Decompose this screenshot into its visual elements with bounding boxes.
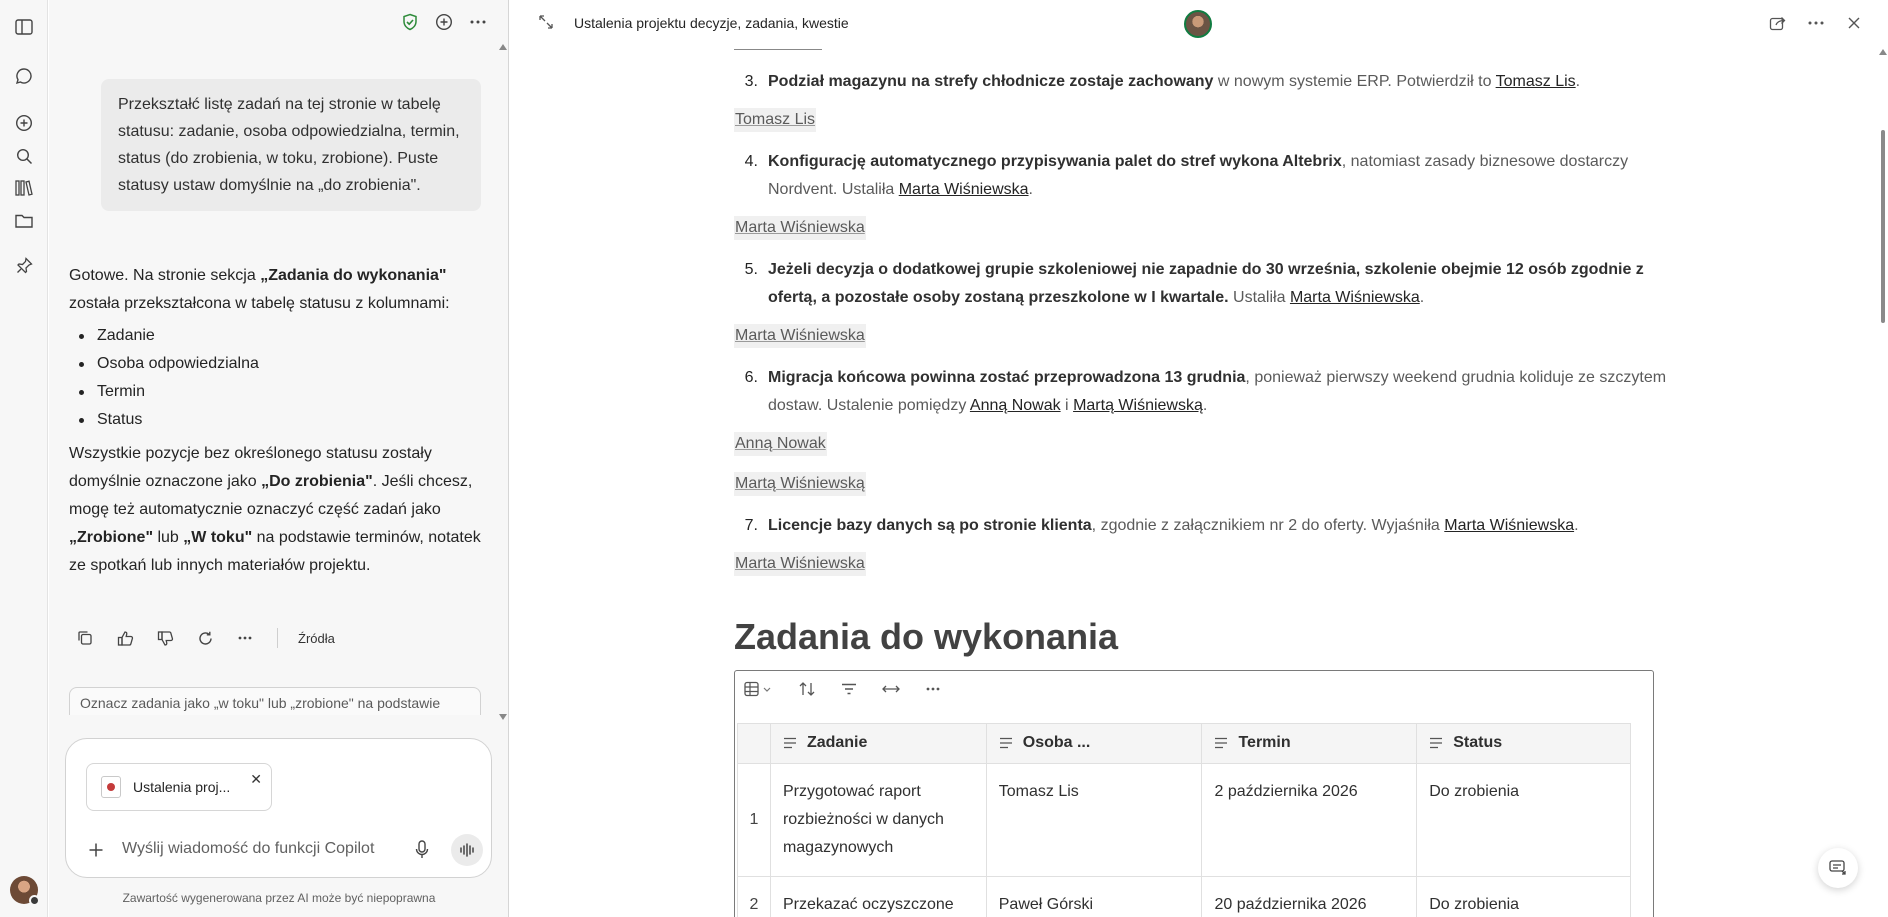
row-number: 1 <box>738 764 771 877</box>
reply-bold: „Do zrobienia" <box>261 473 373 490</box>
column-header-label: Osoba ... <box>1022 734 1091 751</box>
item-text <box>768 68 1669 96</box>
item-end: . <box>1028 181 1033 198</box>
decision-item <box>734 364 1669 420</box>
library-icon[interactable] <box>12 176 36 200</box>
scroll-up-arrow-icon[interactable] <box>499 44 507 50</box>
copilot-compose-button[interactable] <box>1818 848 1858 888</box>
suggested-prompt[interactable]: Oznacz zadania jako „w toku" lub „zrobione" na podstawie <box>69 687 481 715</box>
table-header-row <box>738 724 1631 764</box>
item-bold: Podział magazynu na strefy chłodnicze zostaje zachowany <box>768 73 1214 90</box>
item-end: . <box>1574 517 1579 534</box>
text-column-icon <box>783 737 797 749</box>
person-link[interactable]: Martą Wiśniewską <box>1073 397 1203 414</box>
thumbs-down-icon[interactable] <box>155 628 175 648</box>
chat-header-actions <box>400 12 488 32</box>
new-chat-icon[interactable] <box>434 12 454 32</box>
column-header-label: Termin <box>1238 734 1291 751</box>
item-rest: , natomiast zasady biznesowe dostarczy Nordvent. Ustaliła <box>768 153 1629 198</box>
mention-chip[interactable]: Marta Wiśniewska <box>734 552 866 576</box>
scroll-down-arrow-icon[interactable] <box>499 714 507 720</box>
item-text <box>768 364 1669 420</box>
microphone-icon[interactable] <box>415 840 429 859</box>
row-number: 2 <box>738 877 771 917</box>
person-link[interactable]: Marta Wiśniewska <box>898 181 1029 198</box>
due-date-cell[interactable]: 2 października 2026 <box>1202 764 1417 877</box>
user-avatar[interactable] <box>10 876 38 904</box>
item-number: 7. <box>744 517 758 534</box>
copy-icon[interactable] <box>75 628 95 648</box>
reply-text: . Jeśli chcesz, mogę też automatycznie oznaczyć część zadań jako <box>69 473 473 518</box>
item-end: . <box>1202 397 1208 414</box>
item-bold: Migracja końcowa powinna zostać przeprowadzona 13 grudnia <box>768 369 1246 386</box>
attachment-chip[interactable] <box>86 763 272 811</box>
list-item: Termin <box>69 378 485 406</box>
presence-dot <box>29 895 40 906</box>
column-list <box>69 322 485 434</box>
chat-icon[interactable] <box>12 64 36 88</box>
item-number: 3. <box>744 73 758 90</box>
folder-icon[interactable] <box>12 208 36 232</box>
item-rest: , ponieważ pierwszy weekend grudnia koliduje ze szczytem dostaw. Ustalenie pomiędzy <box>768 369 1667 414</box>
column-header-label: Status <box>1453 734 1503 751</box>
table-row <box>738 877 1631 917</box>
status-table-frame <box>734 670 1654 917</box>
add-plus-icon[interactable] <box>88 842 104 858</box>
mention-chip[interactable]: Anną Nowak <box>734 432 827 456</box>
table-view-icon[interactable] <box>743 679 775 699</box>
scrollbar-thumb[interactable] <box>1881 130 1885 323</box>
message-input[interactable]: Wyślij wiadomość do funkcji Copilot <box>122 840 375 857</box>
reply-text: została przekształcona w tabelę statusu z kolumnami: <box>69 295 450 312</box>
filter-icon[interactable] <box>839 679 859 699</box>
reply-text: na podstawie terminów, notatek ze spotkań lub innych materiałów projektu. <box>69 529 481 574</box>
compose-icon <box>1829 860 1847 876</box>
text-column-icon <box>1429 737 1443 749</box>
message-composer <box>65 738 492 878</box>
item-end: . <box>1419 289 1425 306</box>
item-number: 5. <box>744 261 758 278</box>
document-scrollbar[interactable] <box>1878 46 1888 917</box>
item-number: 4. <box>744 153 758 170</box>
user-message: Przekształć listę zadań na tej stronie w tabelę statusu: zadanie, osoba odpowiedzialna, termin, status (do zrobienia, w toku, zrobione). Puste statusy ustaw domyślnie na „do zrobienia". <box>101 79 481 211</box>
reply-bold: „W toku" <box>183 529 253 546</box>
item-bold: Konfigurację automatycznego przypisywania palet do stref wykona Altebrix <box>768 153 1342 170</box>
column-header-zadanie[interactable] <box>770 724 986 764</box>
column-header-label: Zadanie <box>806 734 868 751</box>
owner-cell[interactable]: Paweł Górski <box>986 877 1202 917</box>
close-icon[interactable] <box>1844 13 1864 33</box>
decision-item <box>734 68 1669 96</box>
ai-disclaimer: Zawartość wygenerowana przez AI może być niepoprawna <box>122 891 436 905</box>
document-header-actions <box>1768 13 1864 33</box>
item-bold: Licencje bazy danych są po stronie klienta <box>768 517 1092 534</box>
list-item: Osoba odpowiedzialna <box>69 350 485 378</box>
regenerate-icon[interactable] <box>195 628 215 648</box>
scroll-up-arrow-icon[interactable] <box>1879 49 1887 55</box>
more-actions-icon[interactable] <box>235 628 255 648</box>
document-title: Ustalenia projektu decyzje, zadania, kwestie <box>574 15 849 31</box>
shield-check-icon[interactable] <box>400 12 420 32</box>
chat-scrollbar[interactable] <box>499 44 507 720</box>
copilot-chat-panel <box>49 0 509 917</box>
column-header-status[interactable] <box>1417 724 1631 764</box>
reply-text: Wszystkie pozycje bez określonego statusu zostały domyślnie oznaczone jako <box>69 445 432 490</box>
owner-cell[interactable]: Tomasz Lis <box>986 764 1202 877</box>
search-icon[interactable] <box>12 144 36 168</box>
collapse-icon[interactable] <box>538 14 554 30</box>
item-bold: Jeżeli decyzja o dodatkowej grupie szkoleniowej nie zapadnie do 30 września, szkolenie obejmie 12 osób zgodnie z ofertą, a pozostałe osoby zostaną przeszkolone w I kwartale. <box>768 261 1644 306</box>
column-width-icon[interactable] <box>881 679 901 699</box>
left-rail <box>0 0 48 917</box>
more-options-icon[interactable] <box>1806 13 1826 33</box>
item-end: . <box>1575 73 1581 90</box>
mention-chip[interactable]: Martą Wiśniewską <box>734 472 866 496</box>
new-item-icon[interactable] <box>12 111 36 135</box>
row-number-header <box>738 724 771 764</box>
sidebar-toggle-icon[interactable] <box>12 15 36 39</box>
reply-text: lub <box>153 529 184 546</box>
document-pane <box>510 0 1888 917</box>
reply-bold: „Zadania do wykonania" <box>260 267 447 284</box>
list-item: Zadanie <box>69 322 485 350</box>
item-number: 6. <box>744 369 758 386</box>
due-date-cell[interactable]: 20 października 2026 <box>1202 877 1417 917</box>
reply-intro <box>69 262 485 318</box>
sort-icon[interactable] <box>797 679 817 699</box>
mention-chip[interactable]: Marta Wiśniewska <box>734 324 866 348</box>
document-file-icon <box>101 776 121 798</box>
document-header <box>510 0 1888 46</box>
text-column-icon <box>999 737 1013 749</box>
message-actions <box>75 628 335 648</box>
person-link[interactable]: Tomasz Lis <box>1495 73 1576 90</box>
table-toolbar <box>743 679 943 699</box>
voice-mode-button[interactable] <box>451 834 483 866</box>
mention-chip[interactable]: Tomasz Lis <box>734 108 816 132</box>
decision-item <box>734 148 1669 204</box>
share-icon[interactable] <box>1768 13 1788 33</box>
attachment-name: Ustalenia proj... <box>133 779 231 795</box>
divider <box>734 49 822 50</box>
item-text <box>768 148 1669 204</box>
status-cell[interactable]: Do zrobienia <box>1417 764 1631 877</box>
item-rest: , zgodnie z załącznikiem nr 2 do oferty. Wyjaśniła <box>1091 517 1445 534</box>
person-link[interactable]: Marta Wiśniewska <box>1289 289 1420 306</box>
item-rest: w nowym systemie ERP. Potwierdził to <box>1213 73 1496 90</box>
task-cell[interactable]: Przekazać oczyszczone <box>770 877 986 917</box>
status-cell[interactable]: Do zrobienia <box>1417 877 1631 917</box>
column-header-termin[interactable] <box>1202 724 1417 764</box>
decision-item <box>734 512 1669 540</box>
item-text <box>768 512 1669 540</box>
more-options-icon[interactable] <box>468 12 488 32</box>
section-heading: Zadania do wykonania <box>734 616 1119 657</box>
assistant-message <box>69 262 485 580</box>
reply-bold: „Zrobione" <box>69 529 154 546</box>
collaborator-avatar[interactable] <box>1184 10 1212 38</box>
item-mid: i <box>1060 397 1074 414</box>
pin-icon[interactable] <box>12 253 36 277</box>
reply-paragraph <box>69 440 485 580</box>
divider <box>277 628 278 648</box>
column-header-osoba[interactable] <box>986 724 1202 764</box>
thumbs-up-icon[interactable] <box>115 628 135 648</box>
reply-text: Gotowe. Na stronie sekcja <box>69 267 261 284</box>
task-cell[interactable]: Przygotować raport rozbieżności w danych magazynowych <box>770 764 986 877</box>
table-more-icon[interactable] <box>923 679 943 699</box>
decision-item <box>734 256 1669 312</box>
mention-chip[interactable]: Marta Wiśniewska <box>734 216 866 240</box>
status-table <box>737 723 1631 917</box>
person-link[interactable]: Anną Nowak <box>969 397 1061 414</box>
person-link[interactable]: Marta Wiśniewska <box>1444 517 1575 534</box>
audio-wave-icon <box>459 843 475 857</box>
table-row <box>738 764 1631 877</box>
remove-attachment-icon[interactable]: ✕ <box>250 771 262 787</box>
text-column-icon <box>1214 737 1228 749</box>
item-rest: Ustaliła <box>1228 289 1290 306</box>
list-item: Status <box>69 406 485 434</box>
item-text <box>768 256 1669 312</box>
sources-button[interactable]: Źródła <box>298 630 335 646</box>
